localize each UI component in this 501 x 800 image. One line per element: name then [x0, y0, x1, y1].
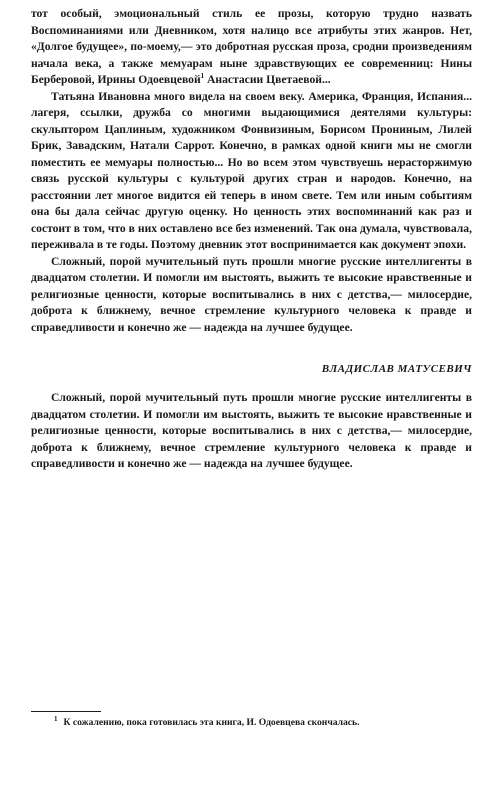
- footnote-text: К сожалению, пока готовилась эта книга, И. Одоевцева скончалась.: [63, 717, 360, 728]
- footnote-reference: 1: [200, 72, 205, 81]
- footnote-mark: 1: [54, 714, 58, 723]
- paragraph-3: Сложный, порой мучительный путь прошли многие русские интеллигенты в двадцатом столетии. И помогли им выстоять, выжить те высокие нравственные и религиозные ценности, которые воспитывались в них с детства,— милосердие, доброта к ближнему, вечное стремление культурного человека к правде и справедливости и конечно же — надежда на лучшее будущее.: [31, 254, 472, 334]
- paragraph-1: [31, 6, 472, 89]
- author-signature: ВЛАДИСЛАВ МАТУСЕВИЧ: [321, 363, 472, 375]
- paragraph-2: Татьяна Ивановна много видела на своем веку. Америка, Франция, Испания... лагеря, ссылки, дружба со многими выдающимися деятелями культуры: скульптором Цаплиным, художником Фонвизиным, Борисом Прониным, Лилей Брик, Завадским, Натали Саррот. Конечно, в рамках одной книги мы не смогли поместить ее мемуары полностью... Но во всем этом чувствуешь нерасторжимую связь русской культуры с культурой других стран и народов. Конечно, на расстоянии лет многое видится ей теперь в ином свете. Тем или иным событиям она бы дала сейчас другую оценку. Но ценность этих воспоминаний как раз и состоит в том, что в них оставлено все без изменений. Так она думала, чувствовала, переживала в те годы. Поэтому дневник этот воспринимается как документ эпохи.: [31, 89, 472, 251]
- footnote-divider: [31, 711, 101, 712]
- paragraph-1-tail: Анастасии Цветаевой...: [204, 73, 331, 86]
- closing-paragraph: Сложный, порой мучительный путь прошли многие русские интеллигенты в двадцатом столетии. И помогли им выстоять, выжить те высокие нравственные и религиозные ценности, которые воспитывались в них с детства,— милосердие, доброта к ближнему, вечное стремление культурного человека к правде и справедливости и конечно же — надежда на лучшее будущее.: [31, 391, 472, 470]
- paragraph-1-text: тот особый, эмоциональный стиль ее прозы, которую трудно назвать Воспоминаниями или Дневником, хотя налицо все атрибуты этих жанров. Нет, «Долгое будущее», по-моему,— это добротная русская проза, сродни произведениям начала века, а также мемуарам ныне здравствующих ее современниц: Нины Берберовой, Ирины Одоевцевой: [31, 7, 472, 86]
- article-text: [31, 6, 472, 336]
- footnote: [54, 714, 474, 728]
